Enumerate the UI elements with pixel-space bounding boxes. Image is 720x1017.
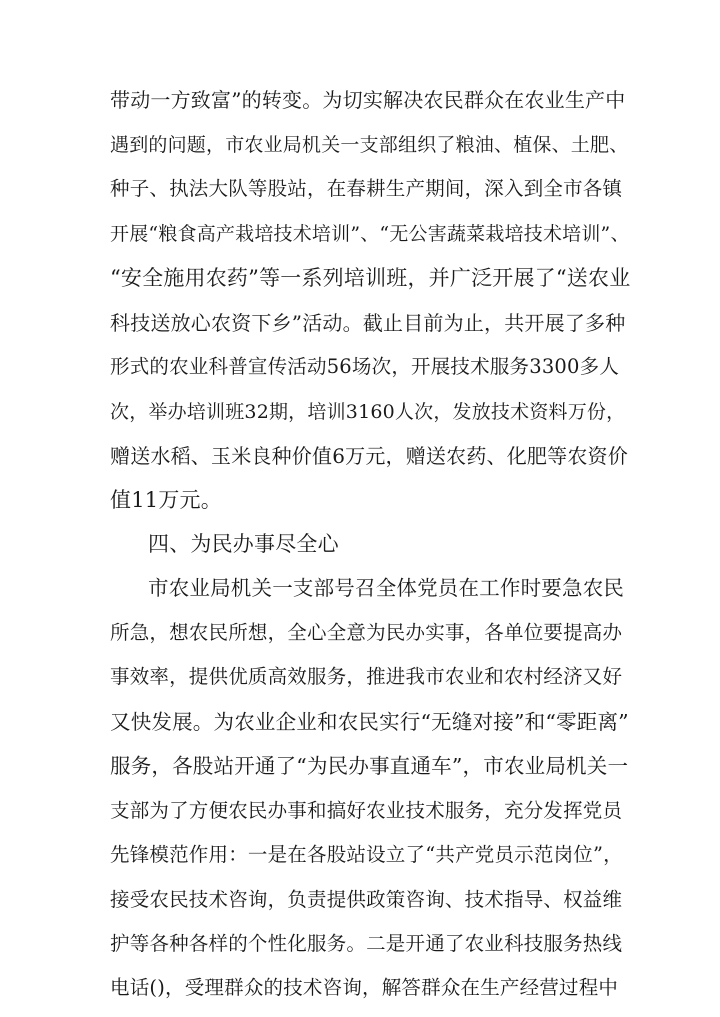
text-line-20: 护等各种各样的个性化服务。二是开通了农业科技服务热线 (110, 932, 623, 955)
text-line-17: 支部为了方便农民办事和搞好农业技术服务，充分发挥党员 (110, 799, 623, 822)
text-line-19: 接受农民技术咨询，负责提供政策咨询、技术指导、权益维 (110, 888, 623, 911)
text-line-5: “安全施用农药”等一系列培训班，并广泛开展了“送农业 (110, 266, 631, 290)
text-line-6: 科技送放心农资下乡”活动。截止目前为止，共开展了多种 (110, 311, 626, 335)
text-line-10: 值11万元。 (110, 488, 222, 512)
text-line-1: 带动一方致富”的转变。为切实解决农民群众在农业生产中 (110, 88, 626, 112)
text-line-4: 开展“粮食高产栽培技术培训”、“无公害蔬菜栽培技术培训”、 (110, 223, 630, 245)
text-line-13: 所急，想农民所想，全心全意为民办实事，各单位要提高办 (110, 621, 623, 644)
text-line-12: 市农业局机关一支部号召全体党员在工作时要急农民 (148, 576, 625, 600)
text-line-7: 形式的农业科普宣传活动56场次，开展技术服务3300多人 (110, 355, 620, 378)
section-heading: 四、为民办事尽全心 (148, 532, 339, 556)
text-line-18: 先锋模范作用：一是在各股站设立了“共产党员示范岗位”， (110, 843, 623, 866)
text-line-15: 又快发展。为农业企业和农民实行“无缝对接”和“零距离” (110, 710, 629, 734)
text-line-2: 遇到的问题，市农业局机关一支部组织了粮油、植保、土肥、 (110, 134, 629, 156)
text-line-21: 电话()，受理群众的技术咨询，解答群众在生产经营过程中 (110, 976, 619, 999)
text-line-3: 种子、执法大队等股站，在春耕生产期间，深入到全市各镇 (110, 177, 623, 200)
text-line-16: 服务，各股站开通了“为民办事直通车”，市农业局机关一 (110, 754, 629, 778)
text-line-8: 次，举办培训班32期，培训3160人次，发放技术资料万份， (110, 401, 626, 423)
text-line-14: 事效率，提供优质高效服务，推进我市农业和农村经济又好 (110, 665, 623, 688)
text-line-9: 赠送水稻、玉米良种价值6万元，赠送农药、化肥等农资价 (110, 444, 628, 468)
